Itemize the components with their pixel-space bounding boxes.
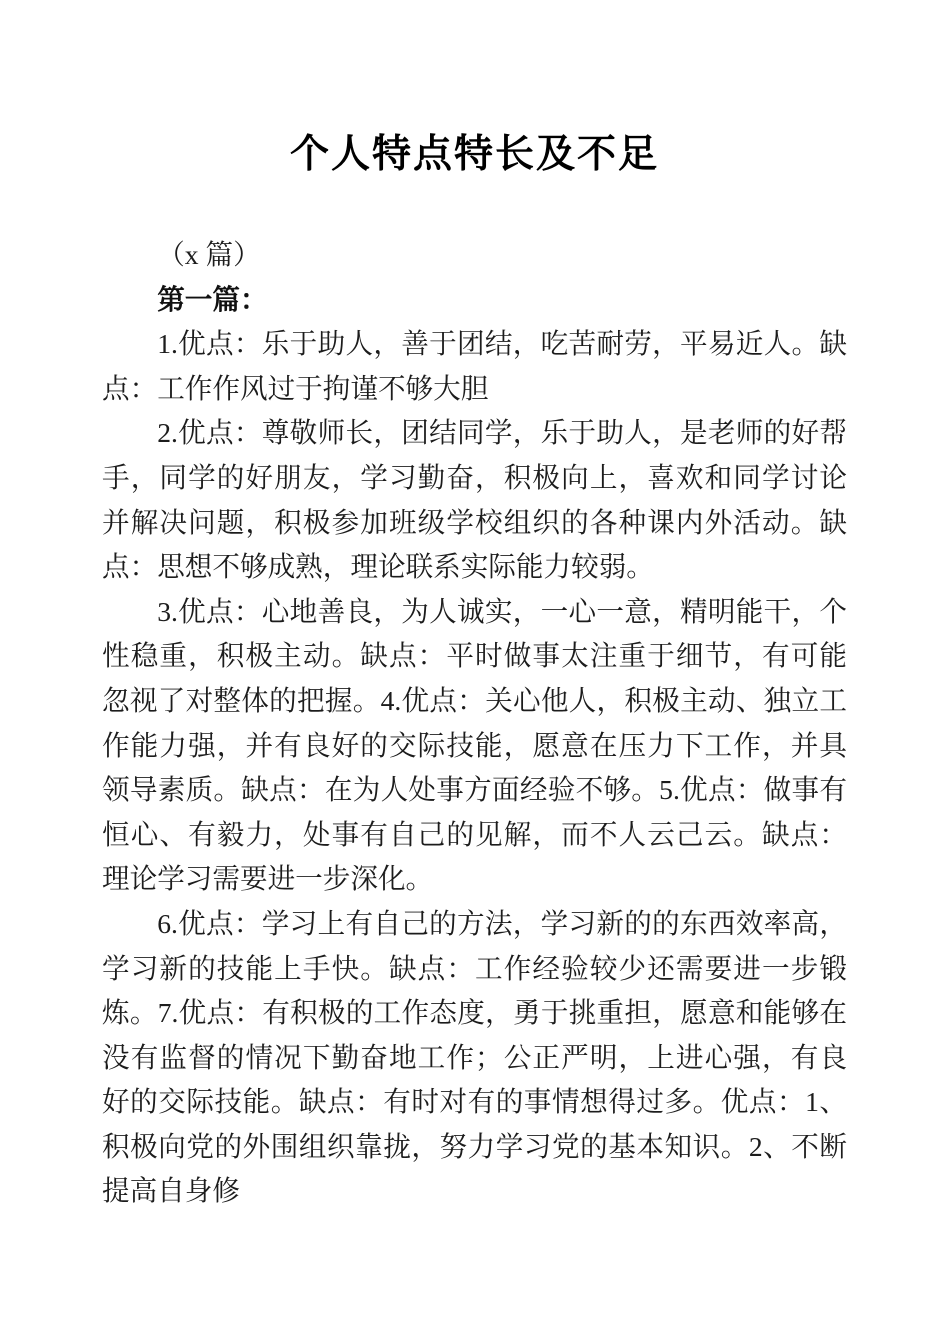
document-title: 个人特点特长及不足 — [289, 133, 659, 176]
paragraph-1: 1.优点：乐于助人，善于团结，吃苦耐劳，平易近人。缺点：工作作风过于拘谨不够大胆 — [102, 328, 847, 404]
paragraph-2: 2.优点：尊敬师长，团结同学，乐于助人，是老师的好帮手，同学的好朋友，学习勤奋，积极向上，喜欢和同学讨论并解决问题，积极参加班级学校组织的各种课内外活动。缺点：思想不够成熟，理论联系实际能力较弱。 — [102, 417, 847, 583]
document-body — [102, 233, 847, 1214]
section-heading: 第一篇： — [157, 283, 268, 315]
paragraph-4: 6.优点：学习上有自己的方法，学习新的的东西效率高，学习新的技能上手快。缺点：工作经验较少还需要进一步锻炼。7.优点：有积极的工作态度，勇于挑重担，愿意和能够在没有监督的情况下勤奋地工作；公正严明，上进心强，有良好的交际技能。缺点：有时对有的事情想得过多。优点：1、积极向党的外围组织靠拢，努力学习党的基本知识。2、不断提高自身修 — [102, 907, 847, 1207]
count-line: （x 篇） — [157, 239, 261, 270]
paragraph-3: 3.优点：心地善良，为人诚实，一心一意，精明能干，个性稳重，积极主动。缺点：平时做事太注重于细节，有可能忽视了对整体的把握。4.优点：关心他人，积极主动、独立工作能力强，并有良好的交际技能，愿意在压力下工作，并具领导素质。缺点：在为人处事方面经验不够。5.优点：做事有恒心、有毅力，处事有自己的见解，而不人云己云。缺点：理论学习需要进一步深化。 — [102, 595, 847, 895]
